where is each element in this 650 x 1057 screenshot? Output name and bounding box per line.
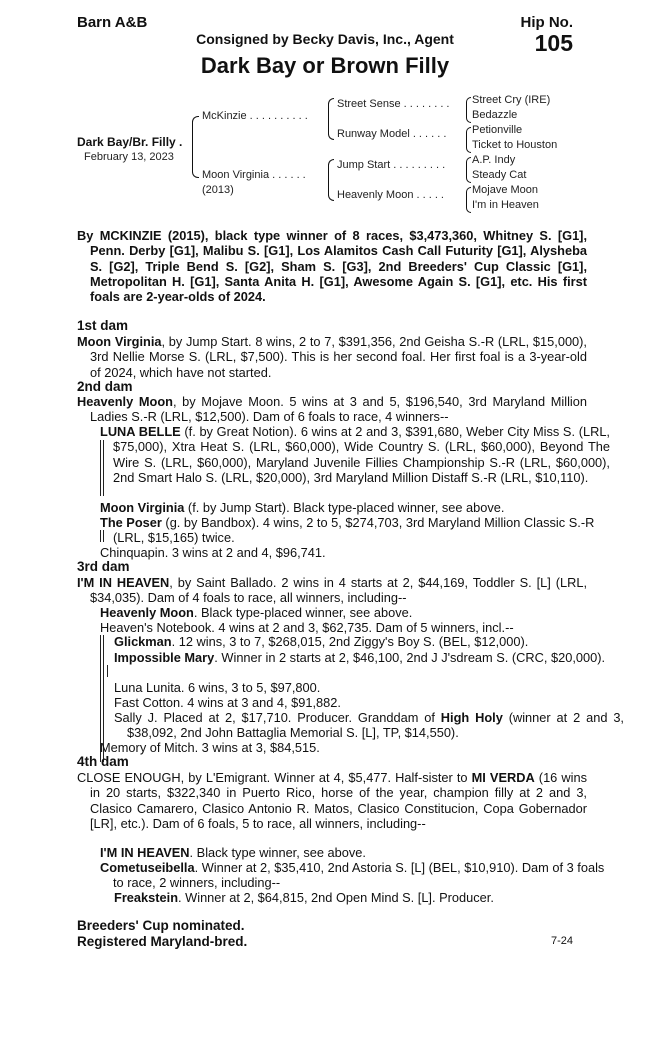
- dam1-paragraph: [77, 334, 587, 380]
- list-item: [77, 710, 624, 741]
- list-item: Memory of Mitch. 3 wins at 3, $84,515.: [100, 740, 320, 755]
- pedigree-dam: Moon Virginia . . . . . .: [202, 169, 306, 181]
- pedigree-sire-dam: Runway Model . . . . . .: [337, 128, 447, 140]
- dam2-paragraph: [77, 394, 587, 425]
- pedigree-brace: [466, 127, 471, 153]
- offspring-name: High Holy: [440, 710, 503, 725]
- pedigree-g3: Petionville: [472, 124, 523, 136]
- offspring-name: Cometuseibella: [100, 860, 195, 875]
- dam3-heading: 3rd dam: [77, 559, 130, 574]
- offspring-text: (f. by Great Notion). 6 wins at 2 and 3, $391,680, Weber City Miss S. (LRL, $75,000), Xtra Heat S. (LRL, $60,000), Wide Country S. (LRL, $60,000), Beyond The Wire S. (LRL, $60,000), Maryland Juvenile Fillies Championship S.-R (LRL, $60,000), 2nd Smart Halo S. (LRL, $20,000), 3rd Maryland Million Distaff S.-R (LRL, $10,110).: [113, 424, 610, 485]
- offspring-text: . Winner at 2, $64,815, 2nd Open Mind S. [L]. Producer.: [178, 890, 494, 905]
- offspring-name: Heavenly Moon: [100, 605, 194, 620]
- pedigree-brace: [328, 159, 334, 201]
- offspring-text: . Black type-placed winner, see above.: [193, 605, 413, 620]
- pedigree-dam-sire: Jump Start . . . . . . . . .: [337, 159, 446, 171]
- pedigree-g3: Ticket to Houston: [472, 139, 558, 151]
- list-item: [77, 424, 610, 485]
- offspring-name: Glickman: [114, 634, 172, 649]
- offspring-text: . Winner in 2 starts at 2, $46,100, 2nd J J'sdream S. (CRC, $20,000).: [214, 650, 606, 665]
- pedigree-g3: Street Cry (IRE): [472, 94, 551, 106]
- list-item: [77, 605, 597, 620]
- sire-paragraph: By MCKINZIE (2015), black type winner of 8 races, $3,473,360, Whitney S. [G1], Penn. Derby [G1], Malibu S. [G1], Los Alamitos Cash Call Futurity [G1], Alysheba S. [G2], Triple Bend S. [G2], Sham S. [G3], 2nd Breeders' Cup Classic [G1], Metropolitan H. [G1], Santa Anita H. [G1], Awesome Again S. [G1], etc. His first foals are 2-year-olds of 2024.: [77, 228, 587, 305]
- pedigree-dam-year: (2013): [202, 184, 234, 196]
- list-item: [77, 634, 624, 649]
- list-item: Heaven's Notebook. 4 wins at 2 and 3, $62,735. Dam of 5 winners, incl.--: [100, 620, 514, 635]
- pedigree-g3: Steady Cat: [472, 169, 527, 181]
- pedigree-g3: I'm in Heaven: [472, 199, 539, 211]
- pedigree-brace: [466, 187, 471, 213]
- hip-number: 105: [534, 30, 573, 56]
- offspring-name: The Poser: [100, 515, 162, 530]
- pedigree-g3: A.P. Indy: [472, 154, 516, 166]
- pedigree-sire-sire: Street Sense . . . . . . . .: [337, 98, 450, 110]
- dam1-heading: 1st dam: [77, 318, 129, 333]
- offspring-text: . Black type winner, see above.: [189, 845, 366, 860]
- list-item: Luna Lunita. 6 wins, 3 to 5, $97,800.: [114, 680, 321, 695]
- list-item: [77, 515, 610, 546]
- pedigree-brace: [466, 157, 471, 183]
- offspring-name: I'M IN HEAVEN: [100, 845, 190, 860]
- barn-label: Barn A&B: [77, 14, 148, 31]
- pedigree-g3: Bedazzle: [472, 109, 518, 121]
- pedigree-brace: [466, 97, 471, 123]
- dam4-halfsister: MI VERDA: [471, 770, 535, 785]
- hip-label: Hip No.: [520, 14, 573, 31]
- dam4-paragraph: [77, 770, 587, 831]
- black-type-bar: [107, 665, 108, 677]
- footer-nominated: Breeders' Cup nominated.: [77, 918, 245, 933]
- pedigree-brace: [328, 98, 334, 140]
- dam3-name: I'M IN HEAVEN: [77, 575, 170, 590]
- dam2-name: Heavenly Moon: [77, 394, 173, 409]
- page-title: Dark Bay or Brown Filly: [200, 53, 450, 78]
- dam4-heading: 4th dam: [77, 754, 129, 769]
- offspring-name: Freakstein: [114, 890, 179, 905]
- list-item: [77, 890, 611, 905]
- consignor: Consigned by Becky Davis, Inc., Agent: [196, 31, 454, 47]
- pedigree-dam-dam: Heavenly Moon . . . . .: [337, 189, 444, 201]
- pedigree-sire: McKinzie . . . . . . . . . .: [202, 110, 308, 122]
- dam4-text: CLOSE ENOUGH, by L'Emigrant. Winner at 4, $5,477. Half-sister to: [77, 770, 472, 785]
- list-item: Fast Cotton. 4 wins at 3 and 4, $91,882.: [114, 695, 341, 710]
- dam2-text: , by Mojave Moon. 5 wins at 3 and 5, $196,540, 3rd Maryland Million Ladies S.-R (LRL, $12,500). Dam of 6 foals to race, 4 winners--: [90, 394, 587, 425]
- offspring-text: (g. by Bandbox). 4 wins, 2 to 5, $274,703, 3rd Maryland Million Classic S.-R (LRL, $15,165) twice.: [113, 515, 595, 546]
- offspring-name: LUNA BELLE: [100, 424, 181, 439]
- footer-code: 7-24: [550, 935, 573, 947]
- dam3-paragraph: [77, 575, 587, 606]
- offspring-text: . Winner at 2, $35,410, 2nd Astoria S. [L] (BEL, $10,910). Dam of 3 foals to race, 2 winners, including--: [113, 860, 605, 891]
- offspring-text: . 12 wins, 3 to 7, $268,015, 2nd Ziggy's Boy S. (BEL, $12,000).: [171, 634, 529, 649]
- offspring-text: Sally J. Placed at 2, $17,710. Producer. Granddam of: [114, 710, 441, 725]
- pedigree-brace: [192, 116, 199, 178]
- dam3-text: , by Saint Ballado. 2 wins in 4 starts at 2, $44,169, Toddler S. [L] (LRL, $34,035). Dam of 4 foals to race, all winners, including--: [90, 575, 588, 606]
- list-item: [77, 845, 597, 860]
- footer-registered: Registered Maryland-bred.: [77, 934, 248, 949]
- offspring-name: Moon Virginia: [100, 500, 185, 515]
- offspring-text: (winner at 2 and 3, $38,092, 2nd John Battaglia Memorial S. [L], TP, $14,550).: [127, 710, 624, 741]
- offspring-name: Impossible Mary: [114, 650, 215, 665]
- pedigree-subject: Dark Bay/Br. Filly .: [77, 135, 183, 149]
- pedigree-foaled: February 13, 2023: [84, 151, 174, 163]
- list-item: [77, 500, 610, 515]
- dam2-heading: 2nd dam: [77, 379, 133, 394]
- pedigree-g3: Mojave Moon: [472, 184, 539, 196]
- dam1-name: Moon Virginia: [77, 334, 162, 349]
- list-item: [77, 860, 610, 891]
- list-item: Chinquapin. 3 wins at 2 and 4, $96,741.: [100, 545, 326, 560]
- dam4-text: (16 wins in 20 starts, $322,340 in Puerto Rico, horse of the year, champion filly at 2 and 3, Clasico Camarero, Clasico Antonio R. Matos, Clasico Constitucion, Copa Gobernador [LR], etc.). Dam of 6 foals, 5 to race, all winners, including--: [90, 770, 587, 831]
- list-item: [77, 650, 624, 665]
- offspring-text: (f. by Jump Start). Black type-placed winner, see above.: [184, 500, 505, 515]
- dam1-text: , by Jump Start. 8 wins, 2 to 7, $391,356, 2nd Geisha S.-R (LRL, $15,000), 3rd Nellie Morse S. (LRL, $7,500). This is her second foal. Her first foal is a 3-year-old of 2024, which have not started.: [90, 334, 587, 380]
